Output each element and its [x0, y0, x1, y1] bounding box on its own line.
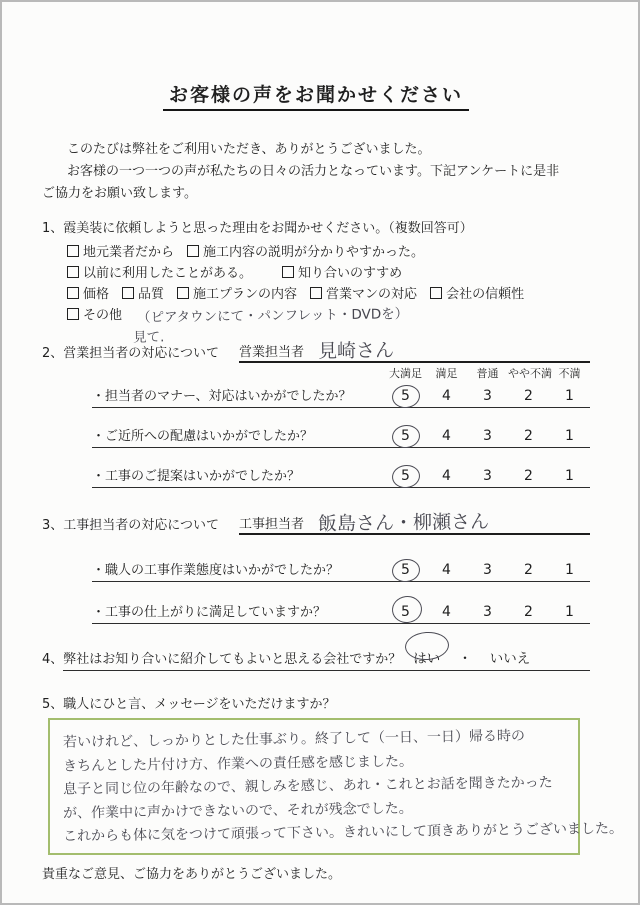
checkbox-option-price[interactable]: [67, 283, 109, 302]
checkbox-icon[interactable]: [67, 308, 79, 320]
scale-label: やや不満: [508, 367, 552, 380]
page-title: お客様の声をお聞かせください: [163, 84, 469, 111]
rating-3[interactable]: 3: [483, 428, 492, 444]
option-label: 価格: [83, 287, 110, 302]
rating-3[interactable]: 3: [483, 388, 492, 404]
handwritten-message-line: 若いけれど、しっかりとした仕事ぶり。終了して（一日、一日）帰る時の: [62, 728, 526, 751]
option-label: その他: [83, 308, 123, 323]
q4-number: 4、: [42, 652, 64, 667]
rating-1[interactable]: 1: [565, 604, 574, 620]
option-label: 地元業者だから: [83, 245, 175, 260]
option-yes-selected[interactable]: はい: [413, 647, 440, 667]
selection-circle: [404, 630, 450, 661]
checkbox-option-clear-explanation[interactable]: [187, 241, 424, 260]
q5-label: 5、職人にひと言、メッセージをいただけますか？: [42, 697, 336, 712]
q1-option-row: [67, 282, 590, 303]
rating-2[interactable]: 2: [524, 562, 533, 578]
q1-option-row: [67, 261, 590, 282]
handwritten-message-line: きちんとした片付け方、作業への責任感を感じました。: [62, 753, 414, 775]
checkbox-icon[interactable]: [430, 287, 442, 299]
checkbox-icon[interactable]: [122, 287, 134, 299]
rating-5-selected[interactable]: 5: [385, 562, 426, 578]
sales-rep-field-label: 営業担当者: [239, 345, 305, 360]
rating-question: ・ご近所への配慮はいかがでしたか？: [92, 429, 314, 444]
checkbox-option-used-before[interactable]: [67, 262, 252, 281]
rating-5-selected[interactable]: 5: [385, 428, 426, 444]
option-label: 施工プランの内容: [193, 287, 298, 302]
checkbox-option-plan-content[interactable]: [177, 283, 297, 302]
checkbox-option-referral[interactable]: [282, 262, 402, 281]
selection-circle: [391, 383, 422, 409]
checkbox-option-quality[interactable]: [122, 283, 164, 302]
rating-2[interactable]: 2: [524, 468, 533, 484]
rating-5-selected[interactable]: 5: [385, 388, 426, 404]
q2-label: 2、営業担当者の対応について: [42, 346, 220, 361]
construction-staff-field-label: 工事担当者: [239, 517, 305, 532]
rating-4[interactable]: 4: [442, 428, 451, 444]
q2-header: [42, 340, 590, 363]
selection-circle: [391, 557, 422, 583]
handwritten-other-reason-cont: 見て.: [132, 329, 165, 346]
intro-line: お客様の一つ一つの声が私たちの日々の活力となっています。下記アンケートに是非: [67, 164, 560, 179]
option-label: 営業マンの対応: [326, 287, 418, 302]
rating-5-selected[interactable]: 5: [385, 604, 426, 620]
intro-line: ご協力をお願い致します。: [42, 186, 197, 201]
rating-1[interactable]: 1: [565, 388, 574, 404]
rating-cells: [385, 388, 590, 404]
sales-rep-name-field[interactable]: [239, 340, 590, 363]
rating-3[interactable]: 3: [483, 562, 492, 578]
checkbox-icon[interactable]: [67, 287, 79, 299]
rating-2[interactable]: 2: [524, 388, 533, 404]
closing-text: 貴重なご意見、ご協力をありがとうございました。: [42, 866, 342, 882]
handwritten-message-line: これからも体に気をつけて頑張って下さい。きれいにして頂きありがとうございました。: [62, 820, 624, 845]
rating-1[interactable]: 1: [565, 428, 574, 444]
option-label: 品質: [138, 287, 165, 302]
rating-cells: [385, 562, 590, 578]
rating-3[interactable]: 3: [483, 468, 492, 484]
rating-4[interactable]: 4: [442, 562, 451, 578]
q1-options: [42, 240, 590, 346]
checkbox-option-company-trust[interactable]: [430, 283, 524, 302]
rating-question: ・工事の仕上がりに満足していますか？: [92, 605, 327, 620]
rating-cells: [385, 468, 590, 484]
rating-4[interactable]: 4: [442, 468, 451, 484]
q3-header: [42, 512, 590, 535]
intro-line: このたびは弊社をご利用いただき、ありがとうございました。: [67, 142, 431, 157]
rating-5-selected[interactable]: 5: [385, 468, 426, 484]
rating-row-finish-satisfaction: [92, 601, 590, 624]
checkbox-option-other[interactable]: [67, 304, 122, 323]
checkbox-icon[interactable]: [187, 245, 199, 257]
rating-4[interactable]: 4: [442, 388, 451, 404]
intro-paragraph: [42, 139, 590, 205]
option-separator: ・: [458, 651, 472, 667]
scale-label: 満足: [435, 367, 458, 380]
selection-circle: [391, 423, 422, 449]
rating-row-work-attitude: [92, 559, 590, 582]
selection-circle: [391, 463, 422, 489]
handwritten-message-line: が、作業中に声かけできないので、それが残念でした。: [62, 800, 413, 822]
rating-1[interactable]: 1: [565, 468, 574, 484]
rating-cells: [385, 428, 590, 444]
checkbox-icon[interactable]: [67, 245, 79, 257]
q4-line: [63, 647, 590, 671]
rating-4[interactable]: 4: [442, 604, 451, 620]
rating-3[interactable]: 3: [483, 604, 492, 620]
q3-label: 3、工事担当者の対応について: [42, 518, 220, 533]
option-label: 会社の信頼性: [446, 287, 525, 302]
handwritten-construction-staff-names: 飯島さん・柳瀬さん: [317, 510, 490, 536]
checkbox-icon[interactable]: [177, 287, 189, 299]
rating-question: ・職人の工事作業態度はいかがでしたか？: [92, 563, 340, 578]
rating-row-manner: [92, 385, 590, 408]
option-no[interactable]: いいえ: [489, 651, 531, 667]
option-label: 施工内容の説明が分かりやすかった。: [203, 245, 425, 260]
handwritten-message-line: 息子と同じ位の年齢なので、親しみを感じ、あれ・これとお話を聞きたかった: [62, 774, 553, 798]
q1-label: 1、霞美装に依頼しようと思った理由をお聞かせください。（複数回答可）: [42, 221, 473, 236]
yes-no-options: [413, 647, 530, 667]
handwritten-other-reason: （ピアタウンにて・パンフレット・DVDを）: [136, 305, 409, 326]
checkbox-icon[interactable]: [67, 266, 79, 278]
rating-question: ・工事のご提案はいかがでしたか？: [92, 469, 301, 484]
rating-1[interactable]: 1: [565, 562, 574, 578]
checkbox-option-local-contractor[interactable]: [67, 241, 174, 260]
rating-row-proposal: [92, 465, 590, 488]
selection-circle: [390, 594, 423, 624]
rating-question: ・担当者のマナー、対応はいかがでしたか？: [92, 389, 352, 404]
q1-option-row: [67, 240, 590, 261]
scale-label: 普通: [476, 367, 499, 380]
option-label: 知り合いのすすめ: [298, 266, 403, 281]
checkbox-icon[interactable]: [282, 266, 294, 278]
rating-cells: [385, 604, 590, 620]
rating-2[interactable]: 2: [524, 428, 533, 444]
scale-label: 大満足: [389, 367, 422, 380]
message-box: [48, 718, 624, 855]
rating-scale-header: [42, 365, 590, 381]
checkbox-option-salesman-response[interactable]: [310, 283, 417, 302]
option-label: 以前に利用したことがある。: [83, 266, 253, 281]
handwritten-sales-rep-name: 見崎さん: [317, 339, 395, 363]
scale-label: 不満: [558, 367, 581, 380]
rating-2[interactable]: 2: [524, 604, 533, 620]
checkbox-icon[interactable]: [310, 287, 322, 299]
construction-staff-name-field[interactable]: [239, 512, 590, 535]
q4-row: [42, 647, 590, 671]
title-row: [42, 80, 590, 107]
rating-row-neighbors: [92, 425, 590, 448]
q4-label: 弊社はお知り合いに紹介してもよいと思える会社ですか？: [63, 652, 402, 667]
